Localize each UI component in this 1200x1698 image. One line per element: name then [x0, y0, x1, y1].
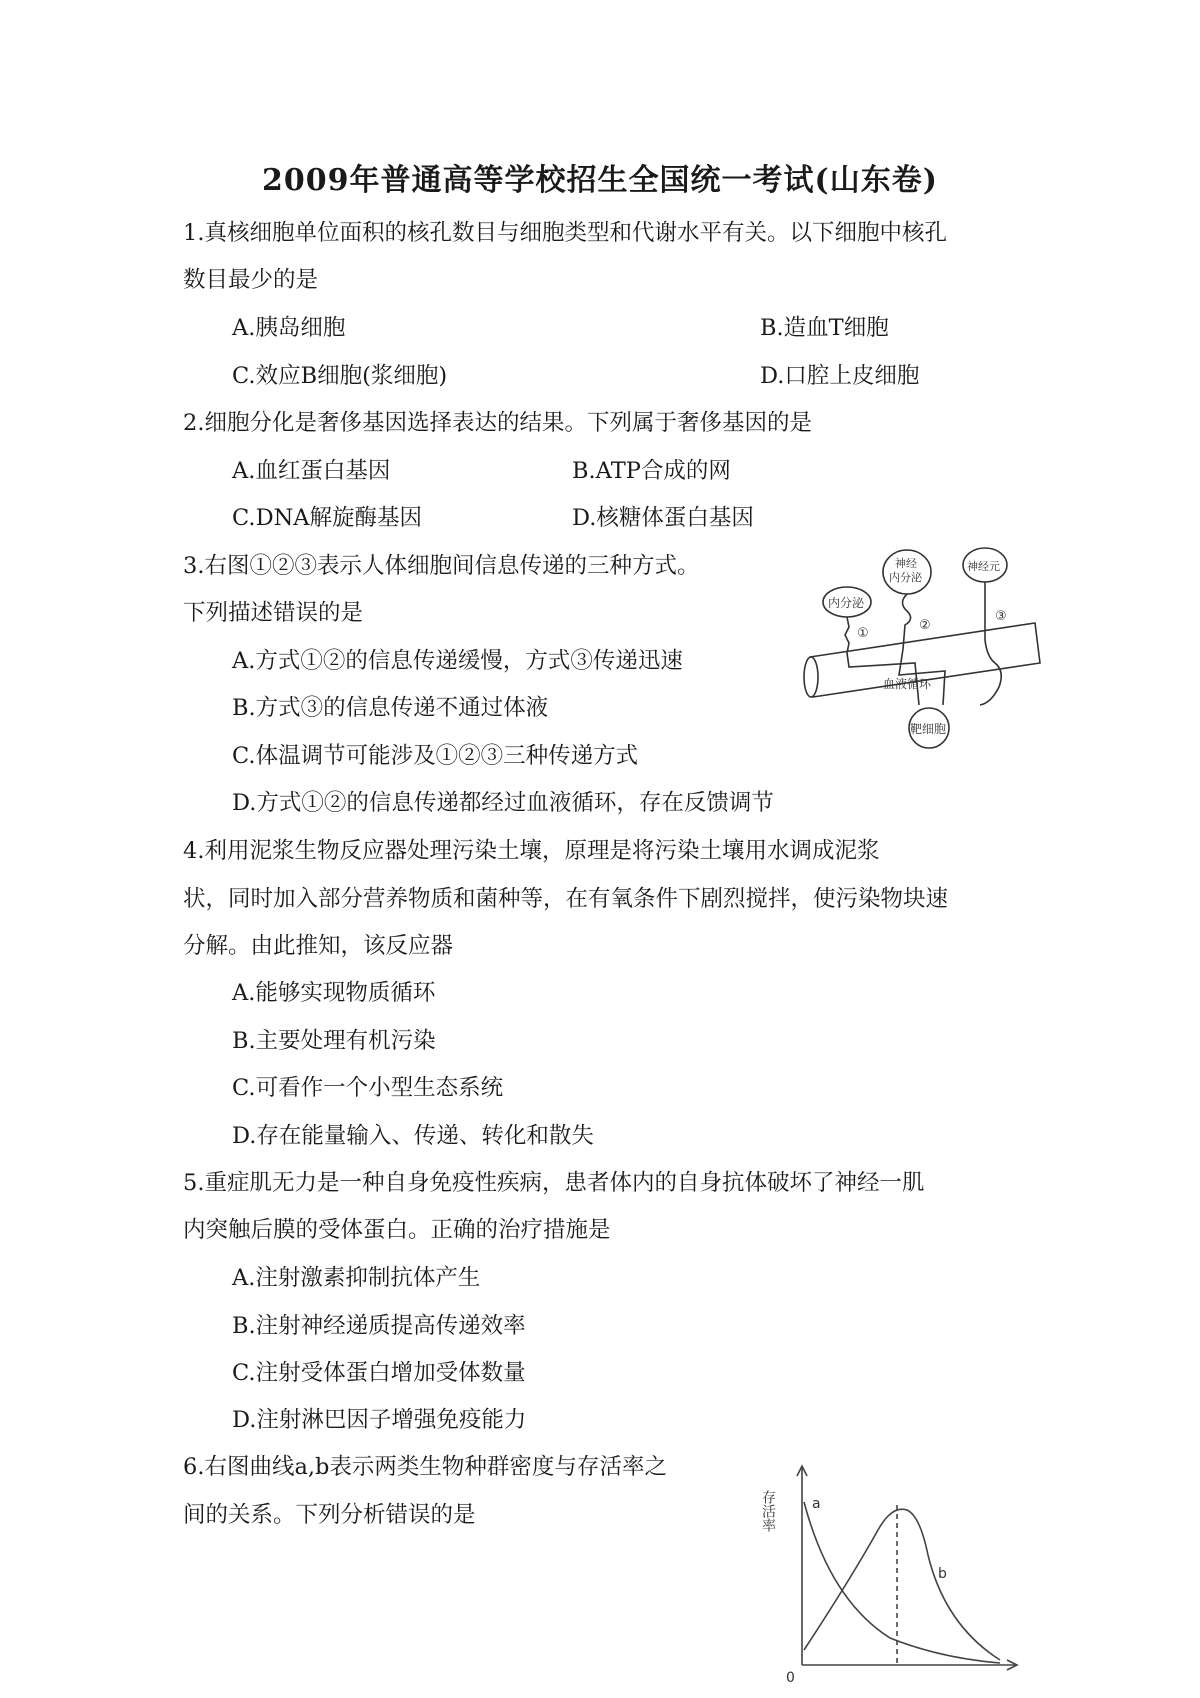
- target-label: 靶细胞: [910, 722, 947, 736]
- neuron-label: 神经元: [967, 560, 1000, 573]
- q3-option-c: C.体温调节可能涉及①②③三种传递方式: [232, 743, 639, 769]
- neuro-endocrine-label-1: 神经: [895, 557, 917, 570]
- q5-stem-line2: 内突触后膜的受体蛋白。正确的治疗措施是: [183, 1217, 611, 1243]
- q4-stem-line3: 分解。由此推知，该反应器: [183, 933, 454, 959]
- q3-option-b: B.方式③的信息传递不通过体液: [232, 695, 549, 721]
- q1-stem-line2: 数目最少的是: [183, 267, 319, 293]
- q2-option-c: C.DNA解旋酶基因: [232, 505, 423, 531]
- marker-2: ②: [919, 618, 931, 633]
- q6-stem-line2: 间的关系。下列分析错误的是: [183, 1502, 476, 1528]
- survival-curve-chart: [760, 1460, 1020, 1690]
- q5-stem-line1: 5.重症肌无力是一种自身免疫性疾病，患者体内的自身抗体破坏了神经一肌: [183, 1170, 925, 1196]
- q5-option-d: D.注射淋巴因子增强免疫能力: [232, 1407, 527, 1433]
- q5-option-a: A.注射激素抑制抗体产生: [232, 1265, 481, 1291]
- path-2-axon: [903, 594, 911, 649]
- q3-stem-line1: 3.右图①②③表示人体细胞间信息传递的三种方式。: [183, 553, 700, 579]
- page-title: 2009年普通高等学校招生全国统一考试(山东卷): [262, 163, 938, 198]
- q1-stem-line1: 1.真核细胞单位面积的核孔数目与细胞类型和代谢水平有关。以下细胞中核孔: [183, 220, 947, 246]
- q1-option-b: B.造血T细胞: [760, 315, 889, 341]
- q4-option-a: A.能够实现物质循环: [232, 980, 436, 1006]
- endocrine-label: 内分泌: [828, 596, 865, 610]
- y-axis-label: 存活率: [760, 1490, 776, 1532]
- q4-option-d: D.存在能量输入、传递、转化和散失: [232, 1123, 594, 1149]
- curve-b: [804, 1509, 1000, 1660]
- vessel-opening: [804, 657, 818, 697]
- curve-a: [804, 1502, 1000, 1663]
- q1-option-d: D.口腔上皮细胞: [760, 363, 920, 389]
- q3-option-d: D.方式①②的信息传递都经过血液循环，存在反馈调节: [232, 790, 774, 816]
- path-1: [845, 617, 849, 653]
- q4-option-b: B.主要处理有机污染: [232, 1028, 436, 1054]
- q6-stem-line1: 6.右图曲线a,b表示两类生物种群密度与存活率之: [183, 1454, 667, 1480]
- q4-stem-line2: 状，同时加入部分营养物质和菌种等，在有氧条件下剧烈搅拌，使污染物块速: [183, 886, 949, 912]
- curve-a-label: a: [812, 1496, 821, 1512]
- q5-option-c: C.注射受体蛋白增加受体数量: [232, 1360, 526, 1386]
- signaling-diagram: [795, 545, 1045, 755]
- origin-label: 0: [786, 1670, 795, 1686]
- q1-option-c: C.效应B细胞(浆细胞): [232, 363, 448, 389]
- neuro-endocrine-label-2: 内分泌: [889, 571, 922, 584]
- q2-option-a: A.血红蛋白基因: [232, 458, 391, 484]
- curve-b-label: b: [938, 1566, 947, 1582]
- q4-stem-line1: 4.利用泥浆生物反应器处理污染土壤，原理是将污染土壤用水调成泥浆: [183, 838, 880, 864]
- q5-option-b: B.注射神经递质提高传递效率: [232, 1313, 526, 1339]
- blood-label: 血液循环: [883, 677, 932, 691]
- q4-option-c: C.可看作一个小型生态系统: [232, 1075, 504, 1101]
- q2-stem-line1: 2.细胞分化是奢侈基因选择表达的结果。下列属于奢侈基因的是: [183, 410, 812, 436]
- q2-option-d: D.核糖体蛋白基因: [572, 505, 754, 531]
- q3-option-a: A.方式①②的信息传递缓慢，方式③传递迅速: [232, 648, 683, 674]
- marker-1: ①: [857, 626, 869, 641]
- q2-option-b: B.ATP合成的网: [572, 458, 731, 484]
- q3-stem-line2: 下列描述错误的是: [183, 600, 364, 626]
- marker-3: ③: [995, 609, 1007, 624]
- q1-option-a: A.胰岛细胞: [232, 315, 346, 341]
